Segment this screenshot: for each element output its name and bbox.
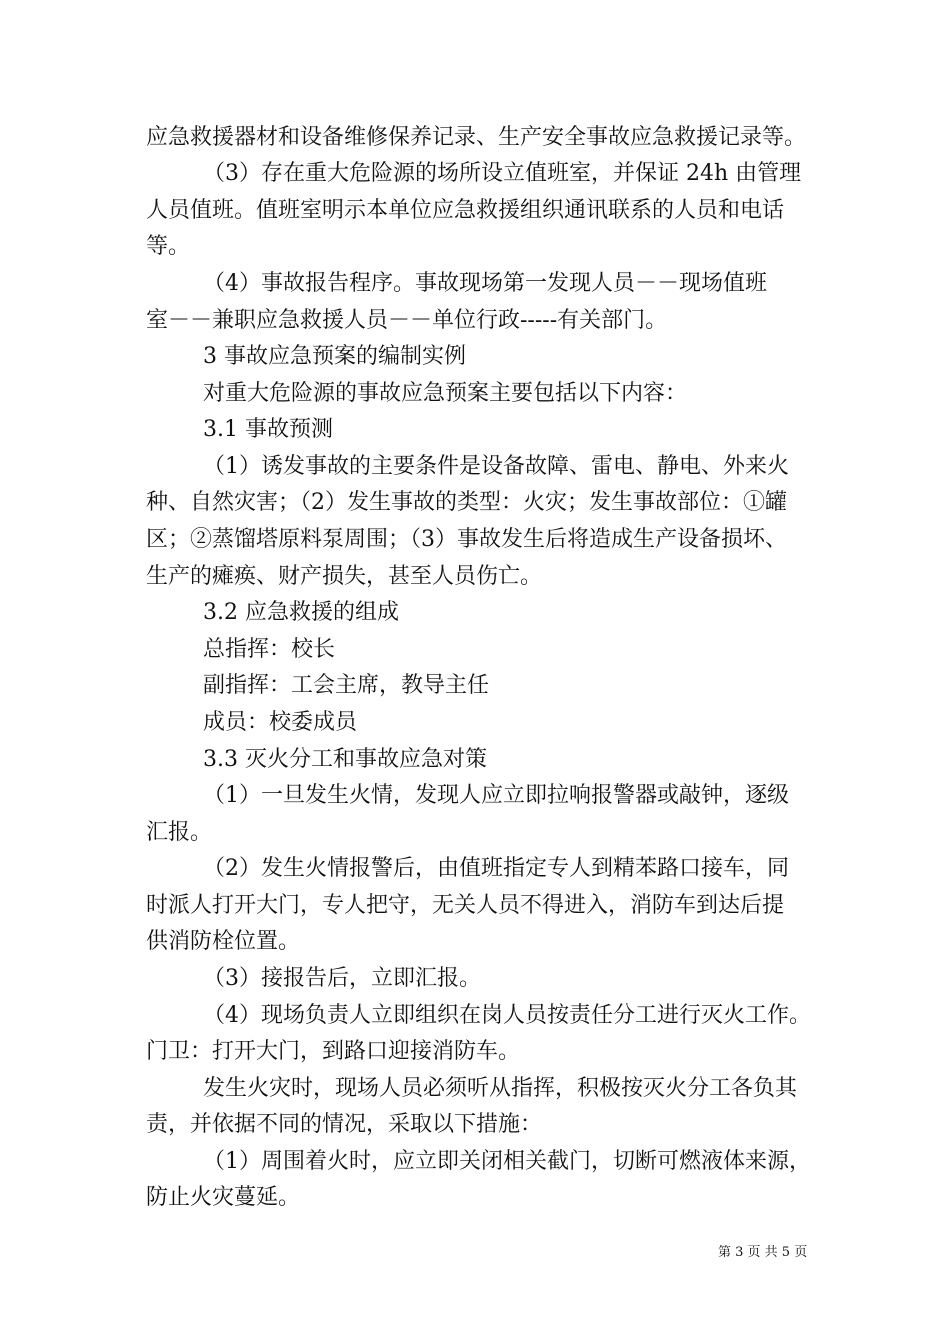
- text-line: （4）事故报告程序。事故现场第一发现人员－－现场值班: [203, 271, 767, 296]
- section-heading: 3.3 灭火分工和事故应急对策: [203, 747, 487, 772]
- text-line: 总指挥：校长: [203, 637, 336, 662]
- text-line: （2）发生火情报警后，由值班指定专人到精苯路口接车，同: [203, 856, 789, 881]
- text-line: 对重大危险源的事故应急预案主要包括以下内容：: [203, 381, 688, 406]
- text-line: （4）现场负责人立即组织在岗人员按责任分工进行灭火工作。: [203, 1003, 811, 1028]
- text-line: 供消防栓位置。: [146, 929, 301, 954]
- text-line: 室－－兼职应急救援人员－－单位行政-----有关部门。: [146, 308, 668, 333]
- text-line: 汇报。: [146, 820, 213, 845]
- text-line: 门卫：打开大门，到路口迎接消防车。: [146, 1039, 521, 1064]
- text-line: 时派人打开大门，专人把守，无关人员不得进入，消防车到达后提: [146, 893, 785, 918]
- text-line: 防止火灾蔓延。: [146, 1185, 301, 1210]
- text-line: 种、自然灾害；（2）发生事故的类型：火灾；发生事故部位：①罐: [146, 490, 787, 515]
- text-line: 副指挥：工会主席，教导主任: [203, 673, 490, 698]
- page-number: 第 3 页 共 5 页: [718, 1245, 808, 1260]
- text-line: （1）周围着火时，应立即关闭相关截门，切断可燃液体来源，: [203, 1149, 811, 1174]
- text-line: （1）诱发事故的主要条件是设备故障、雷电、静电、外来火: [203, 454, 789, 479]
- section-heading: 3.1 事故预测: [203, 417, 333, 442]
- text-line: 成员：校委成员: [203, 710, 358, 735]
- section-heading: 3.2 应急救援的组成: [203, 600, 399, 625]
- text-line: 发生火灾时，现场人员必须听从指挥，积极按灭火分工各负其: [203, 1076, 798, 1101]
- text-line: （1）一旦发生火情，发现人应立即拉响报警器或敲钟，逐级: [203, 783, 789, 808]
- text-line: （3）存在重大危险源的场所设立值班室，并保证 24h 由管理: [203, 161, 802, 186]
- text-line: 区；②蒸馏塔原料泵周围；（3）事故发生后将造成生产设备损坏、: [146, 527, 787, 552]
- section-heading: 3 事故应急预案的编制实例: [203, 344, 466, 369]
- text-line: 应急救援器材和设备维修保养记录、生产安全事故应急救援记录等。: [146, 125, 807, 150]
- text-line: 生产的瘫痪、财产损失，甚至人员伤亡。: [146, 564, 543, 589]
- text-line: （3）接报告后，立即汇报。: [203, 966, 481, 991]
- text-line: 等。: [146, 234, 191, 259]
- text-line: 责，并依据不同的情况，采取以下措施：: [146, 1112, 543, 1137]
- text-line: 人员值班。值班室明示本单位应急救援组织通讯联系的人员和电话: [146, 198, 785, 223]
